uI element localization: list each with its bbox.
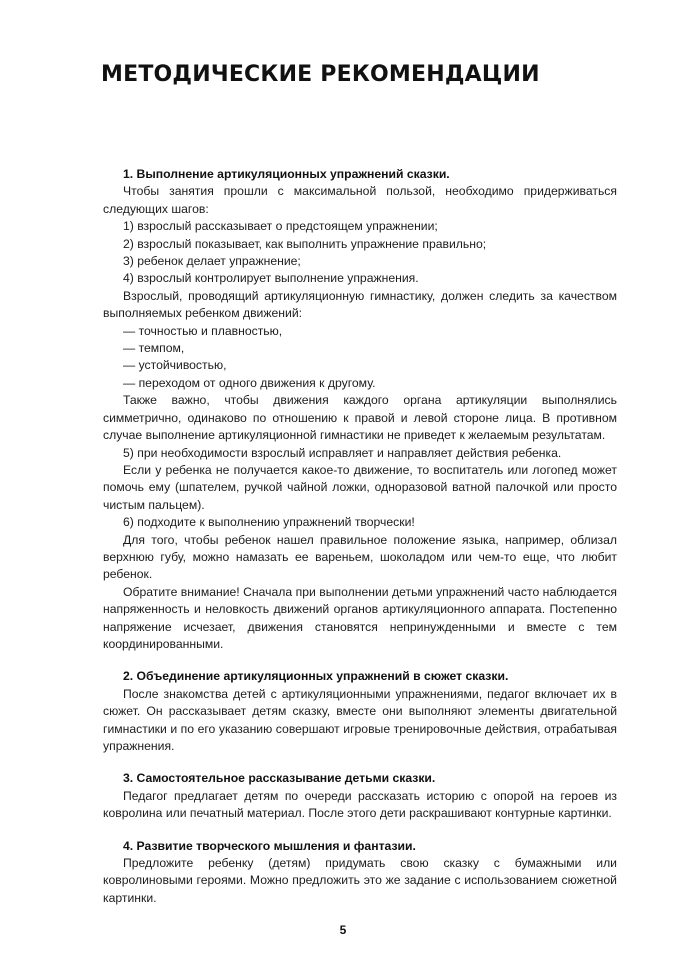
section-heading: 3. Самостоятельное рассказывание детьми сказки. bbox=[123, 771, 436, 786]
list-item: — темпом, bbox=[123, 341, 185, 356]
paragraph: Педагог предлагает детям по очереди рассказать историю с опорой на героев из ковролина или печатный материал. После этого дети раскрашивают контурные картинки. bbox=[103, 788, 617, 821]
list-item: 1) взрослый рассказывает о предстоящем упражнении; bbox=[123, 219, 438, 234]
list-item: 5) при необходимости взрослый исправляет и направляет действия ребенка. bbox=[123, 445, 562, 460]
paragraph: После знакомства детей с артикуляционными упражнениями, педагог включает их в сюжет. Он рассказывает детям сказку, вместе они выполняют элементы двигательной гимнастики и по его указанию совершают игровые тренировочные действия, отрабатывая упражнения. bbox=[103, 686, 617, 753]
paragraph: Обратите внимание! Сначала при выполнении детьми упражнений часто наблюдается напряженность и неловкость движений органов артикуляционного аппарата. Постепенно напряжение исчезает, движения становятся непринужденными и вместе с тем координированными. bbox=[103, 584, 617, 651]
section-heading: 1. Выполнение артикуляционных упражнений сказки. bbox=[123, 167, 450, 181]
list-item: 2) взрослый показывает, как выполнить упражнение правильно; bbox=[123, 236, 487, 251]
list-item: 6) подходите к выполнению упражнений творчески! bbox=[123, 515, 415, 530]
page-title: МЕТОДИЧЕСКИЕ РЕКОМЕНДАЦИИ bbox=[101, 62, 540, 87]
section-4 bbox=[103, 838, 617, 908]
paragraph: Также важно, чтобы движения каждого органа артикуляции выполнялись симметрично, одинаково по отношению к правой и левой стороне лица. В противном случае выполнение артикуляционной гимнастики не приведет к желаемым результатам. bbox=[103, 393, 617, 443]
section-2 bbox=[103, 668, 617, 755]
section-3 bbox=[103, 770, 617, 822]
paragraph: Чтобы занятия прошли с максимальной пользой, необходимо придерживаться следующих шагов: bbox=[103, 184, 617, 216]
list-item: 3) ребенок делает упражнение; bbox=[123, 254, 301, 269]
list-item: — точностью и плавностью, bbox=[123, 323, 283, 338]
section-1 bbox=[103, 166, 617, 653]
section-heading: 4. Развитие творческого мышления и фантазии. bbox=[123, 838, 416, 853]
paragraph: Взрослый, проводящий артикуляционную гимнастику, должен следить за качеством выполняемых ребенком движений: bbox=[103, 288, 617, 321]
paragraph: Для того, чтобы ребенок нашел правильное положение языка, например, облизал верхнюю губу, можно намазать ее вареньем, шоколадом или чем-то еще, что любит ребенок. bbox=[103, 532, 617, 582]
section-heading: 2. Объединение артикуляционных упражнений в сюжет сказки. bbox=[123, 669, 509, 684]
list-item: — устойчивостью, bbox=[123, 358, 227, 373]
page-number: 5 bbox=[339, 923, 347, 937]
paragraph: Предложите ребенку (детям) придумать свою сказку с бумажными или ковролиновыми героями. Можно предложить это же задание с использованием сюжетной картинки. bbox=[103, 856, 617, 905]
paragraph: Если у ребенка не получается какое-то движение, то воспитатель или логопед может помочь ему (шпателем, ручкой чайной ложки, одноразовой ватной палочкой или просто чистым пальцем). bbox=[103, 462, 617, 512]
document-body bbox=[103, 166, 617, 907]
list-item: 4) взрослый контролирует выполнение упражнения. bbox=[123, 271, 419, 286]
list-item: — переходом от одного движения к другому. bbox=[123, 375, 376, 390]
